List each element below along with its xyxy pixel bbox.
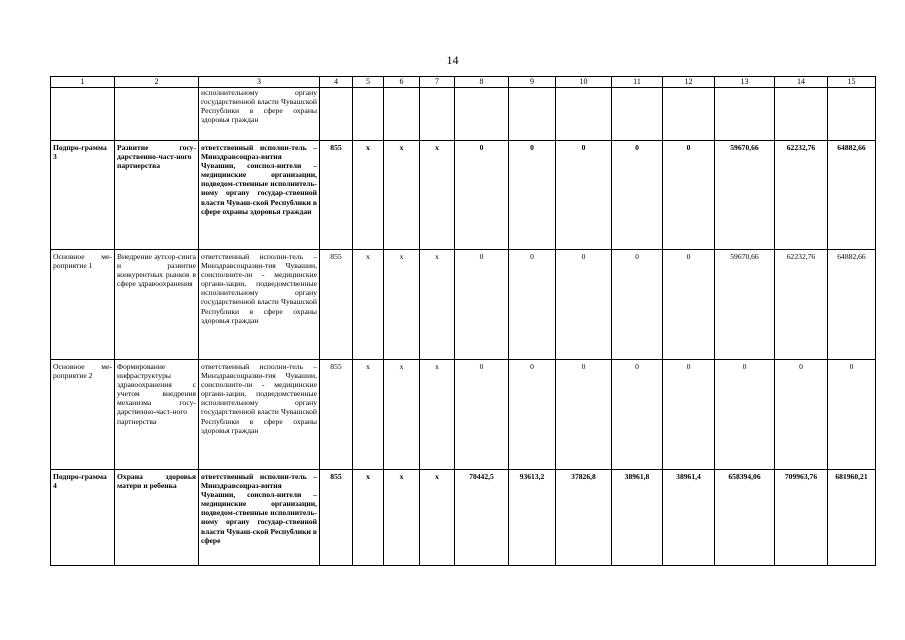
executor-cell: ответственный исполни-тель – Минздравсоцраз-вития Чувашии, соиспол-нители – медицинские организации, подведом-ственные исполнитель-ному органу государ-ственной власти Чуваш-ской Республики в сфере охраны здоровья граждан xyxy=(199,141,320,250)
column-number: 4 xyxy=(320,77,353,88)
program-code-cell: Подпро-грамма 4 xyxy=(51,470,115,566)
table-cell: 70442,5 xyxy=(455,470,509,566)
table-cell: 0 xyxy=(663,250,715,360)
column-number: 7 xyxy=(420,77,455,88)
table-row xyxy=(51,141,876,250)
table-cell: 0 xyxy=(509,360,556,470)
program-code-cell xyxy=(51,88,115,141)
table-cell xyxy=(612,88,663,141)
column-number: 6 xyxy=(384,77,420,88)
executor-cell: ответственный исполни-тель – Минздравсоцразви-тия Чувашии, соисполните-ли - медицинские органи-зации, подведомственные исполнительному органу государственной власти Чувашской Республики в сфере охраны здоровья граждан xyxy=(199,250,320,360)
executor-cell: ответственный исполни-тель – Минздравсоцразви-тия Чувашии, соисполните-ли - медицинские органи-зации, подведомственные исполнительному органу государственной власти Чувашской Республики в сфере охраны здоровья граждан xyxy=(199,360,320,470)
table-cell: 38961,8 xyxy=(612,470,663,566)
table-cell: 0 xyxy=(455,360,509,470)
table-cell: 0 xyxy=(556,141,612,250)
table-cell: x xyxy=(384,470,420,566)
table-cell xyxy=(715,88,775,141)
table-cell: x xyxy=(384,141,420,250)
table-cell xyxy=(420,88,455,141)
table-cell: x xyxy=(384,360,420,470)
table-cell: 681960,21 xyxy=(828,470,876,566)
table-cell: 0 xyxy=(612,360,663,470)
table-cell: 62232,76 xyxy=(775,250,828,360)
table-cell: 64882,66 xyxy=(828,141,876,250)
table-cell: x xyxy=(420,141,455,250)
executor-cell: ответственный исполни-тель – Минздравсоцраз-вития Чувашии, соиспол-нители – медицинские организации, подведом-ственные исполнитель-ному органу государ-ственной власти Чуваш-ской Республики в сфере xyxy=(199,470,320,566)
table-row xyxy=(51,88,876,141)
column-number: 12 xyxy=(663,77,715,88)
table-cell: x xyxy=(420,250,455,360)
program-code-cell: Основное ме-роприятие 1 xyxy=(51,250,115,360)
table-cell xyxy=(828,88,876,141)
program-name-cell: Формирование инфраструктуры здравоохранения с учетом внедрения механизма госу-дарственно-част-ного партнерства xyxy=(115,360,199,470)
program-name-cell xyxy=(115,88,199,141)
column-number: 11 xyxy=(612,77,663,88)
program-table xyxy=(50,76,876,566)
table-cell: 59670,66 xyxy=(715,141,775,250)
table-cell xyxy=(320,88,353,141)
column-number: 14 xyxy=(775,77,828,88)
column-number: 10 xyxy=(556,77,612,88)
column-number: 13 xyxy=(715,77,775,88)
column-number: 5 xyxy=(353,77,384,88)
table-cell: 0 xyxy=(556,250,612,360)
table-row xyxy=(51,360,876,470)
column-number: 1 xyxy=(51,77,115,88)
table-cell: 0 xyxy=(828,360,876,470)
table-cell: 0 xyxy=(663,360,715,470)
table-cell xyxy=(556,88,612,141)
page-number: 14 xyxy=(446,53,459,67)
table-cell: 855 xyxy=(320,141,353,250)
table-cell: 855 xyxy=(320,360,353,470)
table-cell xyxy=(509,88,556,141)
column-number: 9 xyxy=(509,77,556,88)
table-cell: 0 xyxy=(509,141,556,250)
table-cell xyxy=(353,88,384,141)
table-cell xyxy=(455,88,509,141)
table-cell: 0 xyxy=(556,360,612,470)
program-name-cell: Развитие госу-дарственно-част-ного партнерства xyxy=(115,141,199,250)
table-cell: 0 xyxy=(775,360,828,470)
table-cell: x xyxy=(353,141,384,250)
table-cell: 64882,66 xyxy=(828,250,876,360)
table-cell: x xyxy=(353,360,384,470)
table-cell: 0 xyxy=(455,250,509,360)
table-cell: 709963,76 xyxy=(775,470,828,566)
table-row xyxy=(51,470,876,566)
table-cell: x xyxy=(353,470,384,566)
program-name-cell: Охрана здоровья матери и ребенка xyxy=(115,470,199,566)
table-cell: 0 xyxy=(455,141,509,250)
table-cell: 0 xyxy=(509,250,556,360)
table-cell: x xyxy=(384,250,420,360)
table-cell: 0 xyxy=(663,141,715,250)
table-cell xyxy=(384,88,420,141)
table-cell: x xyxy=(353,250,384,360)
column-number: 15 xyxy=(828,77,876,88)
table-cell: 855 xyxy=(320,470,353,566)
table-cell: 658394,06 xyxy=(715,470,775,566)
table-cell xyxy=(775,88,828,141)
table-cell: 0 xyxy=(715,360,775,470)
table-cell: 93613,2 xyxy=(509,470,556,566)
table-cell: 59670,66 xyxy=(715,250,775,360)
table-cell xyxy=(663,88,715,141)
program-code-cell: Основное ме-роприятие 2 xyxy=(51,360,115,470)
table-cell: 37826,8 xyxy=(556,470,612,566)
column-number: 3 xyxy=(199,77,320,88)
column-number: 2 xyxy=(115,77,199,88)
executor-cell: исполнительному органу государственной власти Чувашской Республики в сфере охраны здоровья граждан xyxy=(199,88,320,141)
table-cell: 0 xyxy=(612,141,663,250)
table-cell: 62232,76 xyxy=(775,141,828,250)
table-cell: 855 xyxy=(320,250,353,360)
column-number: 8 xyxy=(455,77,509,88)
column-number-row xyxy=(51,77,876,88)
table-cell: 0 xyxy=(612,250,663,360)
table-cell: x xyxy=(420,470,455,566)
table-row xyxy=(51,250,876,360)
program-code-cell: Подпро-грамма 3 xyxy=(51,141,115,250)
table-cell: x xyxy=(420,360,455,470)
program-name-cell: Внедрение аутсор-синга и развитие конкурентных рынков в сфере здравоохранения xyxy=(115,250,199,360)
table-cell: 38961,4 xyxy=(663,470,715,566)
